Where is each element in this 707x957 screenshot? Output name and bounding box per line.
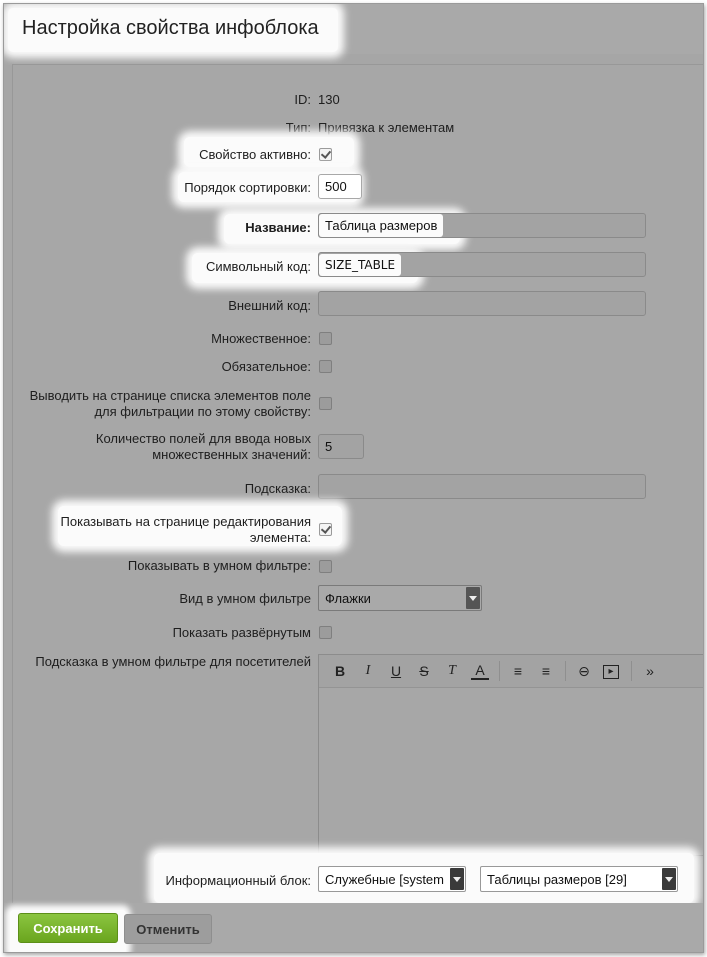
active-checkbox[interactable]: [319, 148, 332, 161]
required-label: Обязательное:: [221, 359, 311, 374]
chevron-down-icon: [662, 868, 676, 890]
filter-label: Выводить на странице списка элементов поле для фильтрации по этому свойству:: [29, 388, 311, 419]
name-label: Название:: [245, 220, 311, 235]
toolbar-separator: [631, 661, 632, 681]
xml-input[interactable]: [318, 291, 646, 316]
hint-input[interactable]: [318, 474, 646, 499]
show-edit-checkbox[interactable]: [319, 523, 332, 536]
multiple-checkbox[interactable]: [319, 332, 332, 345]
font-color-icon[interactable]: A: [471, 662, 489, 680]
toolbar-separator: [565, 661, 566, 681]
show-edit-label: Показывать на странице редактирования элемента:: [60, 514, 311, 545]
required-checkbox[interactable]: [319, 360, 332, 373]
expanded-label: Показать развёрнутым: [172, 625, 311, 640]
smart-view-label: Вид в умном фильтре: [179, 591, 311, 606]
italic-icon[interactable]: I: [365, 663, 371, 678]
sort-label: Порядок сортировки:: [184, 180, 311, 195]
more-icon[interactable]: »: [646, 663, 654, 679]
id-label: ID:: [294, 92, 311, 107]
save-button[interactable]: Сохранить: [18, 913, 118, 943]
smart-hint-editor[interactable]: [318, 654, 704, 856]
smart-view-select[interactable]: [318, 585, 482, 611]
smart-hint-label: Подсказка в умном фильтре для посетителей: [35, 654, 311, 669]
type-label: Тип:: [285, 120, 311, 135]
bold-icon[interactable]: B: [334, 663, 346, 679]
cancel-button[interactable]: Отменить: [124, 914, 212, 944]
multiple-label: Множественное:: [211, 331, 311, 346]
video-icon[interactable]: ▸: [603, 665, 619, 679]
type-value: Привязка к элементам: [318, 120, 455, 135]
iblock-type-value: Служебные [system: [325, 872, 444, 887]
dialog-title: Настройка свойства инфоблока: [22, 17, 319, 39]
chevron-down-icon: [466, 587, 480, 609]
code-label: Символьный код:: [205, 259, 311, 274]
code-input[interactable]: [318, 252, 646, 277]
expanded-checkbox[interactable]: [319, 626, 332, 639]
id-value: 130: [318, 92, 340, 107]
clear-format-icon[interactable]: T: [448, 663, 456, 678]
filter-checkbox[interactable]: [319, 397, 332, 410]
strikethrough-icon[interactable]: S: [419, 663, 429, 679]
xml-label: Внешний код:: [228, 298, 311, 313]
active-label: Свойство активно:: [199, 147, 311, 162]
iblock-select[interactable]: [480, 866, 678, 892]
chevron-down-icon: [450, 868, 464, 890]
multi-count-input[interactable]: 5: [318, 434, 364, 459]
smart-filter-checkbox[interactable]: [319, 560, 332, 573]
sort-input[interactable]: 500: [318, 174, 362, 199]
link-icon[interactable]: ⊖: [578, 663, 590, 679]
name-input-text: Таблица размеров: [319, 214, 443, 237]
smart-filter-label: Показывать в умном фильтре:: [127, 558, 311, 573]
underline-icon[interactable]: U: [390, 663, 402, 679]
unordered-list-icon[interactable]: ≡: [541, 663, 551, 679]
iblock-type-select[interactable]: [318, 866, 466, 892]
editor-toolbar: [319, 655, 704, 688]
hint-label: Подсказка:: [244, 481, 311, 496]
ordered-list-icon[interactable]: ≡: [513, 663, 523, 679]
code-input-text: SIZE_TABLE: [319, 254, 401, 276]
property-settings-dialog: [3, 3, 704, 953]
name-input[interactable]: [318, 213, 646, 238]
iblock-label: Информационный блок:: [165, 873, 311, 888]
toolbar-separator: [499, 661, 500, 681]
iblock-value: Таблицы размеров [29]: [487, 872, 627, 887]
smart-view-value: Флажки: [325, 591, 371, 606]
multi-count-label: Количество полей для ввода новых множественных значений:: [95, 431, 311, 462]
